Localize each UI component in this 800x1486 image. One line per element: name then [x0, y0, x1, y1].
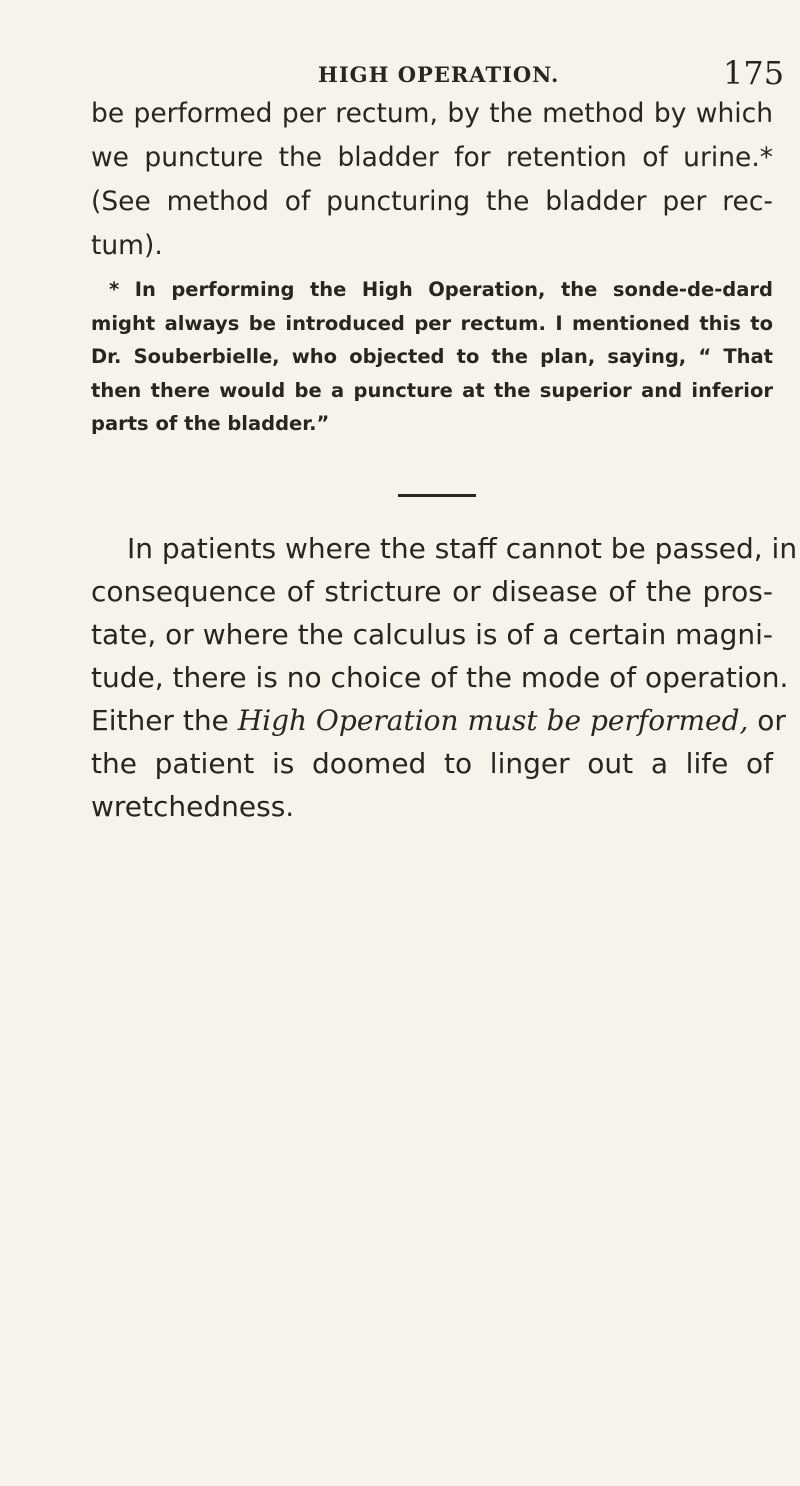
text-line: tum). [91, 230, 163, 261]
text-line: tate, or where the calculus is of a certain magni- [91, 618, 773, 651]
text-segment: Either the [91, 704, 229, 737]
text-line: (See method of puncturing the bladder per rec- [91, 186, 773, 217]
text-line: In patients where the staff cannot be passed, in [127, 532, 798, 565]
text-line: we puncture the bladder for retention of urine.* [91, 142, 773, 173]
footnote-line: Dr. Souberbielle, who objected to the plan, saying, “ That [91, 345, 773, 368]
paragraph-2 [91, 527, 798, 828]
footnote [91, 273, 773, 441]
text-line: be performed per rectum, by the method by which [91, 98, 773, 129]
footnote-line: then there would be a puncture at the superior and inferior [91, 378, 773, 402]
footnote-line: might always be introduced per rectum. I mentioned this to [91, 311, 773, 335]
footnote-line: * In performing the High Operation, the sonde-de-dard [109, 278, 773, 301]
emphasized-text: High Operation must be performed, [237, 704, 749, 737]
page-number: 175 [723, 54, 785, 92]
text-line: consequence of stricture or disease of the pros- [91, 575, 773, 608]
text-segment: or [757, 704, 786, 737]
section-rule [398, 494, 476, 497]
paragraph-1 [91, 92, 773, 268]
footnote-line: parts of the bladder.” [91, 412, 330, 435]
text-line: wretchedness. [91, 790, 295, 823]
text-line-with-emphasis [91, 699, 786, 742]
text-line: tude, there is no choice of the mode of operation. [91, 661, 789, 694]
text-line: the patient is doomed to linger out a life of [91, 747, 773, 780]
running-title: HIGH OPERATION. [318, 62, 560, 87]
